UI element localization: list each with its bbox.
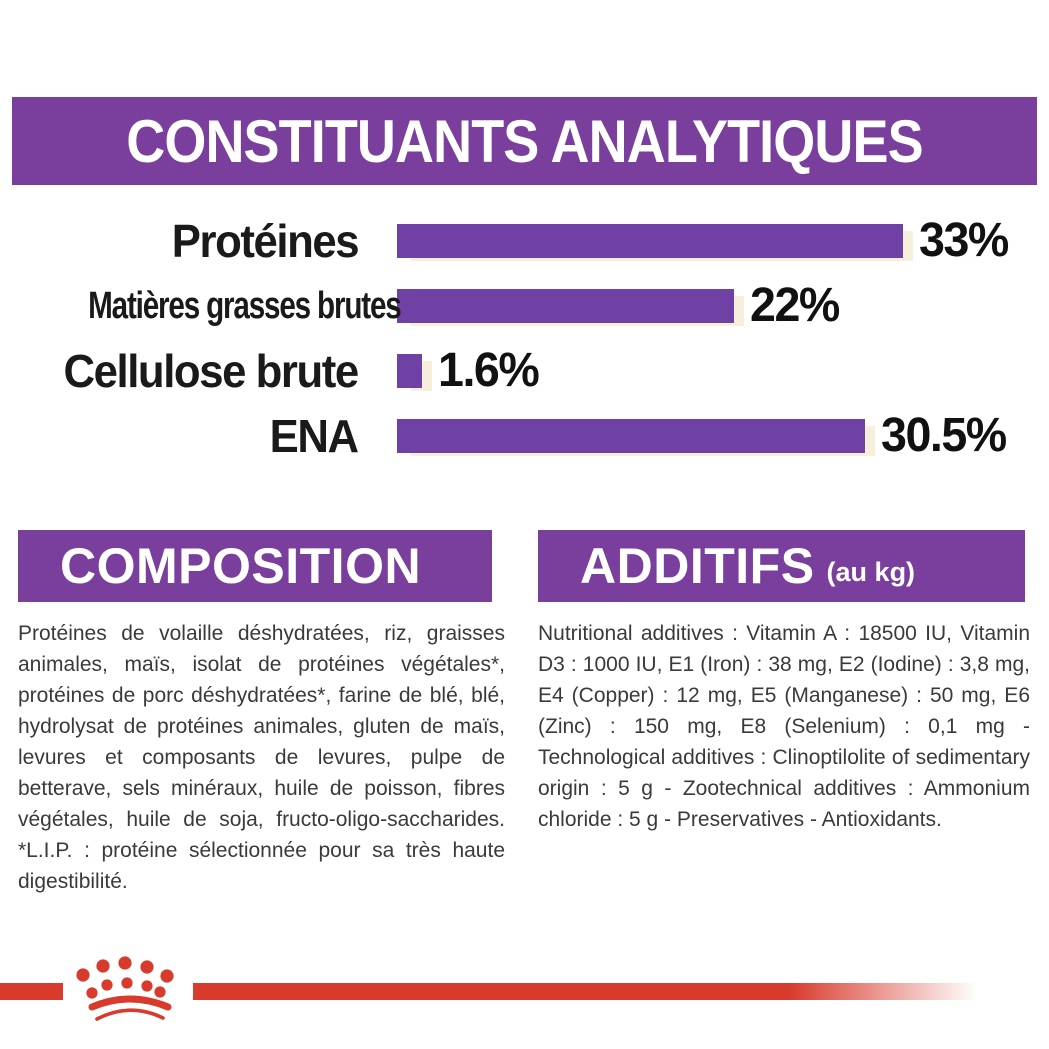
additives-subtitle: (au kg) [826, 556, 916, 587]
bar [397, 419, 865, 453]
chart-row [0, 403, 1049, 468]
bar-zone [397, 343, 541, 398]
bar [397, 289, 734, 323]
brand-band-left [0, 983, 63, 1000]
bar-zone [397, 408, 1010, 463]
additives-body-text: Nutritional additives : Vitamin A : 18500 IU, Vitamin D3 : 1000 IU, E1 (Iron) : 38 mg, E2 (Iodine) : 3,8 mg, E4 (Copper) : 12 mg, E5 (Manganese) : 50 mg, E6 (Zinc) : 150 mg, E8 (Selenium) : 0,1 mg - Technological additives : Clinoptilolite of sedimentary origin : 5 g - Zootechnical additives : Ammonium chloride : 5 g - Preservatives - Antioxidants. [538, 622, 1030, 831]
bar-category-label: Protéines [171, 214, 358, 267]
chart-row [0, 208, 1049, 273]
composition-section [18, 530, 505, 897]
bar-value-label: 30.5% [881, 409, 1006, 462]
bar-value-label: 22% [750, 279, 839, 332]
bar-chart [0, 208, 1049, 468]
bar-category-cell [0, 214, 358, 267]
composition-banner [18, 530, 492, 602]
additives-title: ADDITIFS [580, 538, 815, 594]
composition-body-text: Protéines de volaille déshydratées, riz, graisses animales, maïs, isolat de protéines végétales*, protéines de porc déshydratées*, farine de blé, blé, hydrolysat de protéines animales, gluten de maïs, levures et composants de levures, pulpe de betterave, sels minéraux, huile de poisson, fibres végétales, huile de soja, fructo-oligo-saccharides. *L.I.P. : protéine sélectionnée pour sa très haute digestibilité. [18, 622, 505, 893]
royal-canin-crown-icon [55, 952, 200, 1030]
brand-band-right [193, 983, 977, 1000]
page-title: CONSTITUANTS ANALYTIQUES [126, 107, 923, 175]
bar-category-cell [0, 409, 358, 462]
analytical-constituents-banner [12, 97, 1037, 185]
bar-zone [397, 278, 842, 333]
bar-category-label: ENA [270, 409, 358, 462]
bar-category-label: Matières grasses brutes [88, 284, 401, 327]
additives-section [538, 530, 1030, 835]
bar-value-label: 33% [919, 214, 1008, 267]
bar-category-label: Cellulose brute [63, 344, 358, 397]
chart-row [0, 273, 1049, 338]
additives-banner [538, 530, 1025, 602]
bar-zone [397, 213, 1011, 268]
bar-value-label: 1.6% [438, 344, 539, 397]
bar-category-cell [0, 344, 358, 397]
composition-title: COMPOSITION [60, 538, 422, 594]
chart-row [0, 338, 1049, 403]
bar-category-cell [0, 284, 401, 327]
bar [397, 354, 422, 388]
bar [397, 224, 903, 258]
